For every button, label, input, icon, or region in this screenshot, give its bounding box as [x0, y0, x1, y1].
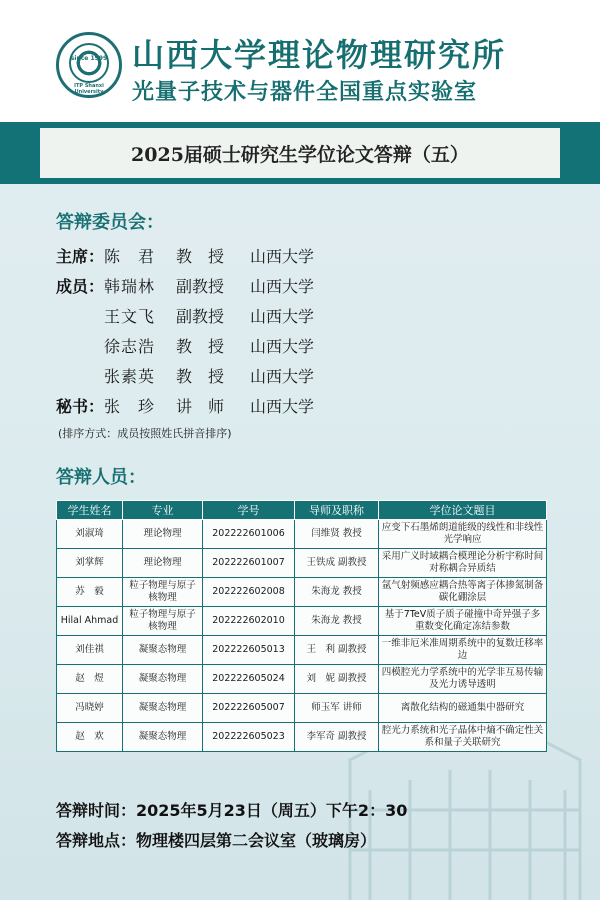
member-role: 成员：: [56, 276, 105, 296]
student-major: 凝聚态物理: [123, 694, 203, 723]
member-affiliation: 山西大学: [250, 276, 315, 296]
student-major: 粒子物理与原子核物理: [123, 607, 203, 636]
table-row: [57, 665, 547, 694]
thesis-title: 采用广义时域耦合模理论分析宇称时间对称耦合异质结: [379, 549, 547, 578]
member-name: 张 珍: [104, 396, 156, 416]
title-box: [40, 128, 560, 178]
member-title: 教 授: [176, 336, 225, 356]
thesis-title: 氩气射频感应耦合热等离子体掺氮制备碳化硼涂层: [379, 578, 547, 607]
column-header: 导师及职称: [295, 501, 379, 520]
student-advisor: 王 利 副教授: [295, 636, 379, 665]
student-advisor: 朱海龙 教授: [295, 607, 379, 636]
member-title: 副教授: [176, 306, 225, 326]
table-row: [57, 723, 547, 752]
institute-logo: [56, 32, 122, 98]
logo-since: since 1999: [70, 55, 108, 62]
student-id: 202222602008: [203, 578, 295, 607]
member-name: 韩瑞林: [104, 276, 156, 296]
students-heading: 答辩人员：: [56, 467, 146, 488]
student-major: 凝聚态物理: [123, 723, 203, 752]
member-name: 张素英: [104, 366, 156, 386]
member-name: 王文飞: [104, 306, 156, 326]
student-name: 苏 毅: [57, 578, 123, 607]
title-band: [0, 122, 600, 184]
student-name: 刘淑琦: [57, 520, 123, 549]
student-name: 刘佳祺: [57, 636, 123, 665]
students-table: [56, 500, 547, 752]
student-major: 凝聚态物理: [123, 636, 203, 665]
ordering-note: (排序方式：成员按照姓氏拼音排序): [58, 427, 232, 440]
student-id: 202222602010: [203, 607, 295, 636]
table-row: [57, 578, 547, 607]
member-title: 教 授: [176, 366, 225, 386]
student-id: 202222605013: [203, 636, 295, 665]
committee-row: [56, 302, 340, 328]
member-name: 陈 君: [104, 246, 156, 266]
student-id: 202222601006: [203, 520, 295, 549]
student-name: Hilal Ahmad: [57, 607, 123, 636]
student-advisor: 闫维贤 教授: [295, 520, 379, 549]
column-header: 学位论文题目: [379, 501, 547, 520]
committee-row: [56, 272, 340, 298]
table-header-row: [57, 501, 547, 520]
column-header: 学号: [203, 501, 295, 520]
defense-time: 答辩时间：2025年5月23日（周五）下午2：30: [56, 801, 408, 820]
institute-name: 山西大学理论物理研究所: [132, 36, 507, 74]
student-major: 粒子物理与原子核物理: [123, 578, 203, 607]
thesis-title: 基于7TeV质子质子碰撞中奇异强子多重数变化确定冻结参数: [379, 607, 547, 636]
committee-row: [56, 242, 340, 268]
member-title: 副教授: [176, 276, 225, 296]
member-role: 秘书：: [56, 396, 105, 416]
student-id: 202222605007: [203, 694, 295, 723]
student-id: 202222601007: [203, 549, 295, 578]
committee-row: [56, 332, 340, 358]
header: [0, 0, 600, 122]
member-affiliation: 山西大学: [250, 366, 315, 386]
column-header: 学生姓名: [57, 501, 123, 520]
logo-itp: ITP Shanxi University: [74, 83, 104, 95]
table-row: [57, 520, 547, 549]
table-row: [57, 549, 547, 578]
thesis-title: 离散化结构的磁通集中器研究: [379, 694, 547, 723]
defense-place: 答辩地点：物理楼四层第二会议室（玻璃房）: [56, 831, 377, 850]
student-advisor: 朱海龙 教授: [295, 578, 379, 607]
logo-ring-icon: [69, 43, 109, 83]
student-advisor: 李军奇 副教授: [295, 723, 379, 752]
student-id: 202222605023: [203, 723, 295, 752]
student-name: 冯晓婷: [57, 694, 123, 723]
student-advisor: 刘 妮 副教授: [295, 665, 379, 694]
student-advisor: 王铁成 副教授: [295, 549, 379, 578]
student-advisor: 师玉军 讲师: [295, 694, 379, 723]
table-row: [57, 694, 547, 723]
member-title: 教 授: [176, 246, 225, 266]
student-name: 赵 欢: [57, 723, 123, 752]
thesis-title: 四模腔光力学系统中的光学非互易传输及光力诱导透明: [379, 665, 547, 694]
student-major: 理论物理: [123, 549, 203, 578]
committee-row: [56, 392, 340, 418]
thesis-title: 应变下石墨烯朗道能级的线性和非线性光学响应: [379, 520, 547, 549]
student-name: 刘掌辉: [57, 549, 123, 578]
thesis-title: 腔光力系统和光子晶体中熵不确定性关系和量子关联研究: [379, 723, 547, 752]
committee-heading: 答辩委员会：: [56, 212, 164, 233]
member-role: 主席：: [56, 246, 105, 266]
student-major: 理论物理: [123, 520, 203, 549]
table-row: [57, 636, 547, 665]
member-affiliation: 山西大学: [250, 336, 315, 356]
thesis-title: 一维非厄米准周期系统中的复数迁移率边: [379, 636, 547, 665]
student-name: 赵 煜: [57, 665, 123, 694]
member-affiliation: 山西大学: [250, 396, 315, 416]
lab-name: 光量子技术与器件全国重点实验室: [132, 79, 478, 105]
student-id: 202222605024: [203, 665, 295, 694]
member-name: 徐志浩: [104, 336, 156, 356]
committee-row: [56, 362, 340, 388]
member-title: 讲 师: [176, 396, 225, 416]
table-row: [57, 607, 547, 636]
defense-title: 2025届硕士研究生学位论文答辩（五）: [131, 143, 469, 166]
column-header: 专业: [123, 501, 203, 520]
member-affiliation: 山西大学: [250, 246, 315, 266]
student-major: 凝聚态物理: [123, 665, 203, 694]
member-affiliation: 山西大学: [250, 306, 315, 326]
